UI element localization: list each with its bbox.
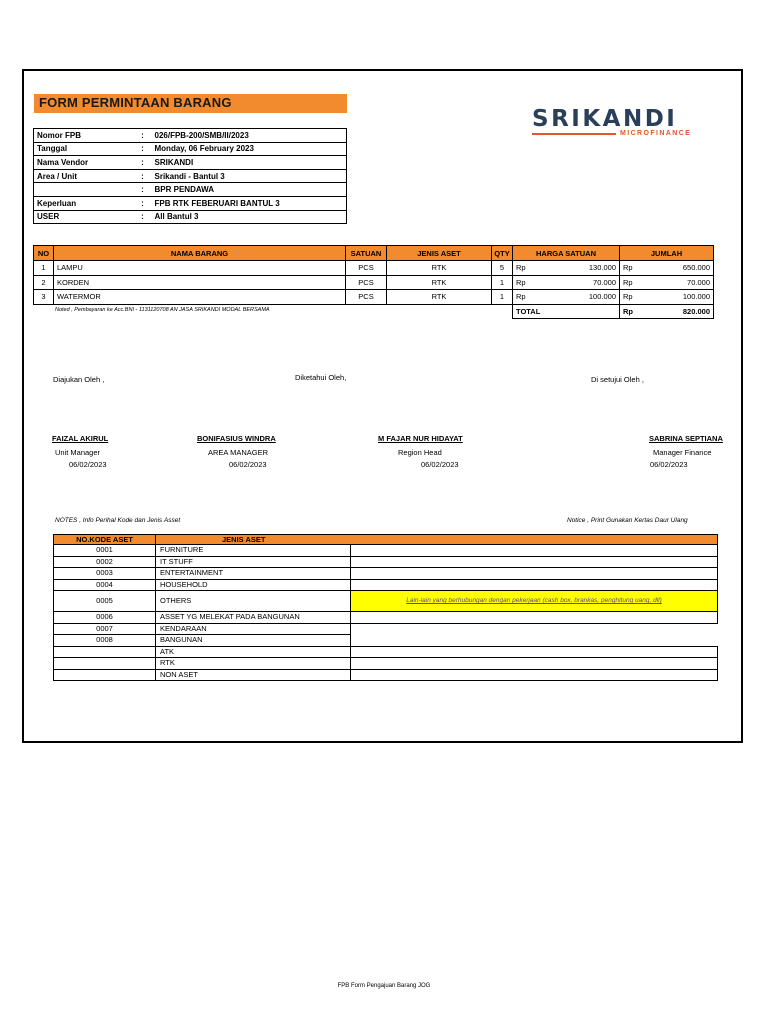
col-jumlah: JUMLAH (620, 246, 714, 261)
cell-harga: 100.000 (539, 290, 620, 305)
items-header-row (34, 246, 714, 261)
signer-date: 06/02/2023 (421, 460, 459, 469)
asset-name: HOUSEHOLD (156, 579, 351, 591)
cell-rp: Rp (620, 261, 647, 276)
info-table (33, 128, 347, 224)
info-label: Keperluan (34, 196, 134, 210)
info-colon: : (134, 169, 152, 183)
info-colon: : (134, 142, 152, 156)
info-label: Area / Unit (34, 169, 134, 183)
info-colon: : (134, 196, 152, 210)
asset-code (54, 658, 156, 670)
info-label: USER (34, 210, 134, 224)
info-label: Tanggal (34, 142, 134, 156)
col-no: NO (34, 246, 54, 261)
total-value: 820.000 (646, 304, 714, 319)
cell-jumlah: 100.000 (646, 290, 714, 305)
notes-right: Notice , Print Gunakan Kertas Daur Ulang (567, 517, 688, 524)
total-rp: Rp (620, 304, 647, 319)
table-row (54, 556, 718, 568)
asset-name: IT STUFF (156, 556, 351, 568)
signer-role: Unit Manager (55, 448, 101, 457)
asset-name: RTK (156, 658, 351, 670)
asset-code: 0007 (54, 623, 156, 635)
info-value: Monday, 06 February 2023 (152, 142, 347, 156)
cell-jenis: RTK (387, 275, 492, 290)
asset-name: FURNITURE (156, 545, 351, 557)
asset-name: OTHERS (156, 591, 351, 612)
col-satuan: SATUAN (346, 246, 387, 261)
cell-qty: 1 (492, 290, 513, 305)
signer-role: Region Head (398, 448, 442, 457)
info-row (34, 142, 347, 156)
notes-left: NOTES , Info Perihal Kode dan Jenis Asset (55, 517, 181, 524)
asset-code: 0003 (54, 568, 156, 580)
asset-note-highlight: Lain-lain yang berhubungan dengan pekerjaan (cash box, brankas, penghitung uang, dll) (351, 591, 718, 612)
table-row (54, 612, 718, 624)
info-row (34, 156, 347, 170)
form-title-bar (34, 94, 347, 113)
asset-note (351, 669, 718, 681)
cell-jenis: RTK (387, 290, 492, 305)
cell-qty: 1 (492, 275, 513, 290)
cell-no: 2 (34, 275, 54, 290)
signer-name: SABRINA SEPTIANA (649, 434, 723, 443)
cell-rp: Rp (513, 261, 540, 276)
asset-name: ASSET YG MELEKAT PADA BANGUNAN (156, 612, 351, 624)
info-value: All Bantul 3 (152, 210, 347, 224)
page-footer: FPB Form Pengajuan Barang JOG (337, 983, 431, 989)
info-colon: : (134, 210, 152, 224)
logo-brand: SRIKANDI (532, 106, 678, 132)
signer-date: 06/02/2023 (650, 460, 688, 469)
asset-name: ENTERTAINMENT (156, 568, 351, 580)
cell-jenis: RTK (387, 261, 492, 276)
srikandi-logo (532, 106, 702, 140)
logo-subtitle: MICROFINANCE (620, 130, 692, 137)
cell-no: 3 (34, 290, 54, 305)
cell-rp: Rp (620, 275, 647, 290)
asset-name: BANGUNAN (156, 635, 351, 647)
col-kode: NO.KODE ASET (54, 535, 156, 545)
diketahui-label: Diketahui Oleh, (295, 373, 347, 382)
col-jenis: JENIS ASET (387, 246, 492, 261)
info-label: Nomor FPB (34, 129, 134, 143)
cell-qty: 5 (492, 261, 513, 276)
asset-note (351, 635, 718, 647)
cell-satuan: PCS (346, 261, 387, 276)
info-value: BPR PENDAWA (152, 183, 347, 197)
total-label: TOTAL (513, 304, 620, 319)
info-colon: : (134, 156, 152, 170)
cell-rp: Rp (513, 290, 540, 305)
table-row (34, 261, 714, 276)
info-value: SRIKANDI (152, 156, 347, 170)
info-row (34, 183, 347, 197)
table-row (54, 658, 718, 670)
cell-rp: Rp (620, 290, 647, 305)
table-row (54, 579, 718, 591)
asset-note (351, 568, 718, 580)
signer-name: M FAJAR NUR HIDAYAT (378, 434, 463, 443)
info-colon: : (134, 183, 152, 197)
info-row (34, 196, 347, 210)
asset-code (54, 669, 156, 681)
table-row (54, 635, 718, 647)
info-value: FPB RTK FEBERUARI BANTUL 3 (152, 196, 347, 210)
asset-name: ATK (156, 646, 351, 658)
disetujui-label: Di setujui Oleh , (591, 375, 644, 384)
table-row (54, 591, 718, 612)
asset-code: 0004 (54, 579, 156, 591)
cell-harga: 70.000 (539, 275, 620, 290)
logo-underline (532, 133, 616, 135)
cell-nama: LAMPU (54, 261, 346, 276)
table-row (34, 290, 714, 305)
table-row (54, 545, 718, 557)
col-nama: NAMA BARANG (54, 246, 346, 261)
asset-code: 0001 (54, 545, 156, 557)
table-row (34, 275, 714, 290)
asset-code-table (53, 534, 718, 681)
col-qty: QTY (492, 246, 513, 261)
signer-role: Manager Finance (653, 448, 712, 457)
info-row (34, 129, 347, 143)
asset-note (351, 646, 718, 658)
cell-nama: KORDEN (54, 275, 346, 290)
diajukan-label: Diajukan Oleh , (53, 375, 105, 384)
info-value: Srikandi - Bantul 3 (152, 169, 347, 183)
asset-note (351, 658, 718, 670)
asset-note (351, 612, 718, 624)
asset-note (351, 545, 718, 557)
cell-harga: 130.000 (539, 261, 620, 276)
table-row (54, 623, 718, 635)
signer-name: FAIZAL AKIRUL (52, 434, 109, 443)
asset-code: 0005 (54, 591, 156, 612)
form-title: FORM PERMINTAAN BARANG (39, 95, 232, 110)
info-label: Nama Vendor (34, 156, 134, 170)
table-row (54, 646, 718, 658)
signer-date: 06/02/2023 (69, 460, 107, 469)
asset-header-row (54, 535, 718, 545)
cell-satuan: PCS (346, 275, 387, 290)
signer-date: 06/02/2023 (229, 460, 267, 469)
cell-satuan: PCS (346, 290, 387, 305)
asset-note (351, 623, 718, 635)
payment-note: Noted , Pembayaran ke Acc.BNI - 1131120708 AN JASA SRIKANDI MODAL BERSAMA (55, 307, 270, 313)
signer-name: BONIFASIUS WINDRA (197, 434, 276, 443)
asset-note (351, 579, 718, 591)
info-colon: : (134, 129, 152, 143)
signer-role: AREA MANAGER (208, 448, 269, 457)
asset-note (351, 556, 718, 568)
asset-name: KENDARAAN (156, 623, 351, 635)
col-jenis-aset: JENIS ASET (156, 535, 718, 545)
cell-nama: WATERMOR (54, 290, 346, 305)
cell-jumlah: 650.000 (646, 261, 714, 276)
cell-jumlah: 70.000 (646, 275, 714, 290)
asset-code (54, 646, 156, 658)
info-row (34, 210, 347, 224)
col-harga: HARGA SATUAN (513, 246, 620, 261)
table-row (54, 669, 718, 681)
asset-code: 0006 (54, 612, 156, 624)
info-value: 026/FPB-200/SMB/II/2023 (152, 129, 347, 143)
cell-rp: Rp (513, 275, 540, 290)
cell-no: 1 (34, 261, 54, 276)
asset-name: NON ASET (156, 669, 351, 681)
info-label (34, 183, 134, 197)
asset-code: 0002 (54, 556, 156, 568)
info-row (34, 169, 347, 183)
table-row (54, 568, 718, 580)
asset-code: 0008 (54, 635, 156, 647)
